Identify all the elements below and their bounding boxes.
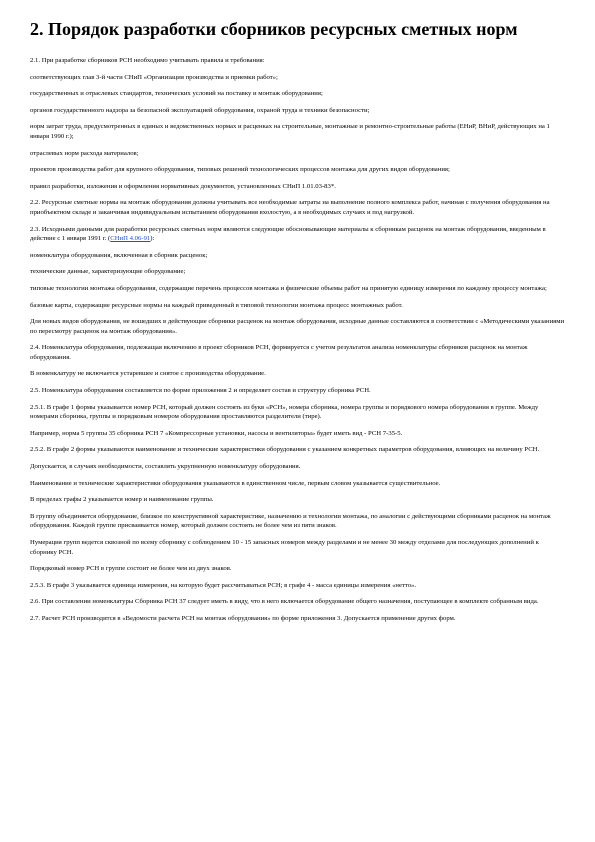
paragraph: 2.5.1. В графе 1 формы указывается номер РСН, который должен состоять из букв «РСН», номера сборника, номера группы и порядкового номера оборудования в группе. Между номерами сборника, группы и порядковым номером оборудования проставляются разделители (тире). bbox=[30, 403, 539, 421]
paragraph: Порядковый номер РСН в группе состоит не более чем из двух знаков. bbox=[30, 565, 232, 573]
paragraph: Например, норма 5 группы 35 сборника РСН 7 «Компрессорные установки, насосы и вентиляторы» будет иметь вид - РСН 7-35-5. bbox=[30, 429, 403, 437]
document-page bbox=[30, 18, 565, 631]
snip-link[interactable]: СНиП 4.06-91 bbox=[110, 235, 151, 243]
document-title: 2. Порядок разработки сборников ресурсных сметных норм bbox=[30, 19, 518, 39]
paragraph: базовые карты, содержащие ресурсные нормы на каждый приведенный в типовой технологии монтажа процесс монтажных работ. bbox=[30, 301, 403, 309]
paragraph: 2.5.3. В графе 3 указывается единица измерения, на которую будет рассчитываться РСН; в графе 4 - масса единицы измерения «нетто». bbox=[30, 581, 417, 589]
paragraph: Нумерация групп ведется сквозной по всему сборнику с соблюдением 10 - 15 запасных номеров между разделами и не менее 30 между отделами для последующих дополнений к сборнику РСН. bbox=[30, 539, 539, 556]
paragraph-2-2: 2.2. Ресурсные сметные нормы на монтаж оборудования должны учитывать все необходимые затраты на выполнение полного комплекса работ, начиная с получения оборудования на приобъектном складе и заканчивая индивидуальным испытанием оборудования вхолостую, а в необходимых случаях и под нагрузкой. bbox=[30, 199, 550, 216]
paragraph: проектов производства работ для крупного оборудования, типовых решений технологических процессов монтажа для других видов оборудования; bbox=[30, 166, 450, 174]
paragraph: В группу объединяется оборудование, близкое по конструктивной характеристике, назначению и технологии монтажа, по аналогии с действующими сборниками расценок на монтаж оборудования. Каждой группе присваивается номер, который должен состоять не более чем из пяти знаков. bbox=[30, 512, 551, 530]
paragraph-2-3 bbox=[30, 225, 565, 244]
paragraph: технические данные, характеризующие оборудование; bbox=[30, 268, 186, 276]
paragraph: отраслевых норм расхода материалов; bbox=[30, 149, 139, 157]
paragraph: 2.4. Номенклатура оборудования, подлежащая включению в проект сборников РСН, формируется с учетом результатов анализа номенклатуры сборников расценок на монтаж оборудования. bbox=[30, 344, 528, 361]
paragraph: 2.5. Номенклатура оборудования составляется по форме приложения 2 и определяет состав и структуру сборника РСН. bbox=[30, 387, 371, 395]
paragraph: номенклатура оборудования, включенная в сборник расценок; bbox=[30, 251, 208, 259]
paragraph: органов государственного надзора за безопасной эксплуатацией оборудования, охраной труда и техники безопасности; bbox=[30, 106, 370, 114]
paragraph: 2.7. Расчет РСН производится в «Ведомости расчета РСН на монтаж оборудования» по форме приложения 3. Допускается применение других форм. bbox=[30, 614, 456, 622]
paragraph: 2.6. При составлении номенклатуры Сборника РСН 37 следует иметь в виду, что в него включается оборудование общего назначения, поступающее в комплекте собранным вида. bbox=[30, 598, 539, 606]
paragraph: соответствующих глав 3-й части СНиП «Организация производства и приемки работ»; bbox=[30, 73, 278, 81]
paragraph-2-3-text-before: 2.3. Исходными данными для разработки ресурсных сметных норм являются следующие обосновывающие материалы к сборникам расценок на монтаж оборудования, введенным в действие с 1 января 1991 г. ( bbox=[30, 225, 546, 243]
paragraph: типовые технологии монтажа оборудования, содержащие перечень процессов монтажа и физические объемы работ на принятую единицу измерения по каждому процессу монтажа; bbox=[30, 284, 547, 292]
paragraph: правил разработки, изложения и оформления нормативных документов, установленных СНиП 1.01.03-83*. bbox=[30, 182, 336, 190]
document-body bbox=[30, 56, 565, 624]
paragraph: норм затрат труда, предусмотренных в единых и ведомственных нормах и расценках на строительные, монтажные и ремонтно-строительные работы (ЕНиР, ВНиР, действующих на 1 января 1990 г.); bbox=[30, 123, 550, 140]
paragraph: Наименование и технические характеристики оборудования указываются в единственном числе, первым словом указывается существительное. bbox=[30, 479, 441, 487]
paragraph: 2.5.2. В графе 2 формы указываются наименование и технические характеристики оборудования с указанием конкретных параметров оборудования, влияющих на величину РСН. bbox=[30, 446, 540, 454]
paragraph: Для новых видов оборудования, не вошедших в действующие сборники расценок на монтаж оборудования, исходные данные составляются в соответствии с «Методическими указаниями по пересмотру расценок на монтаж оборудования». bbox=[30, 318, 565, 335]
paragraph: В номенклатуру не включается устаревшее и снятое с производства оборудование. bbox=[30, 370, 266, 378]
paragraph: 2.1. При разработке сборников РСН необходимо учитывать правила и требования: bbox=[30, 57, 265, 64]
paragraph: государственных и отраслевых стандартов, технических условий на поставку и монтаж оборудования; bbox=[30, 90, 323, 98]
paragraph: В пределах графы 2 указывается номер и наименование группы. bbox=[30, 496, 214, 504]
paragraph: Допускается, в случаях необходимости, составлять укрупненную номенклатуру оборудования. bbox=[30, 463, 301, 471]
paragraph-2-3-text-after: ): bbox=[150, 235, 155, 243]
